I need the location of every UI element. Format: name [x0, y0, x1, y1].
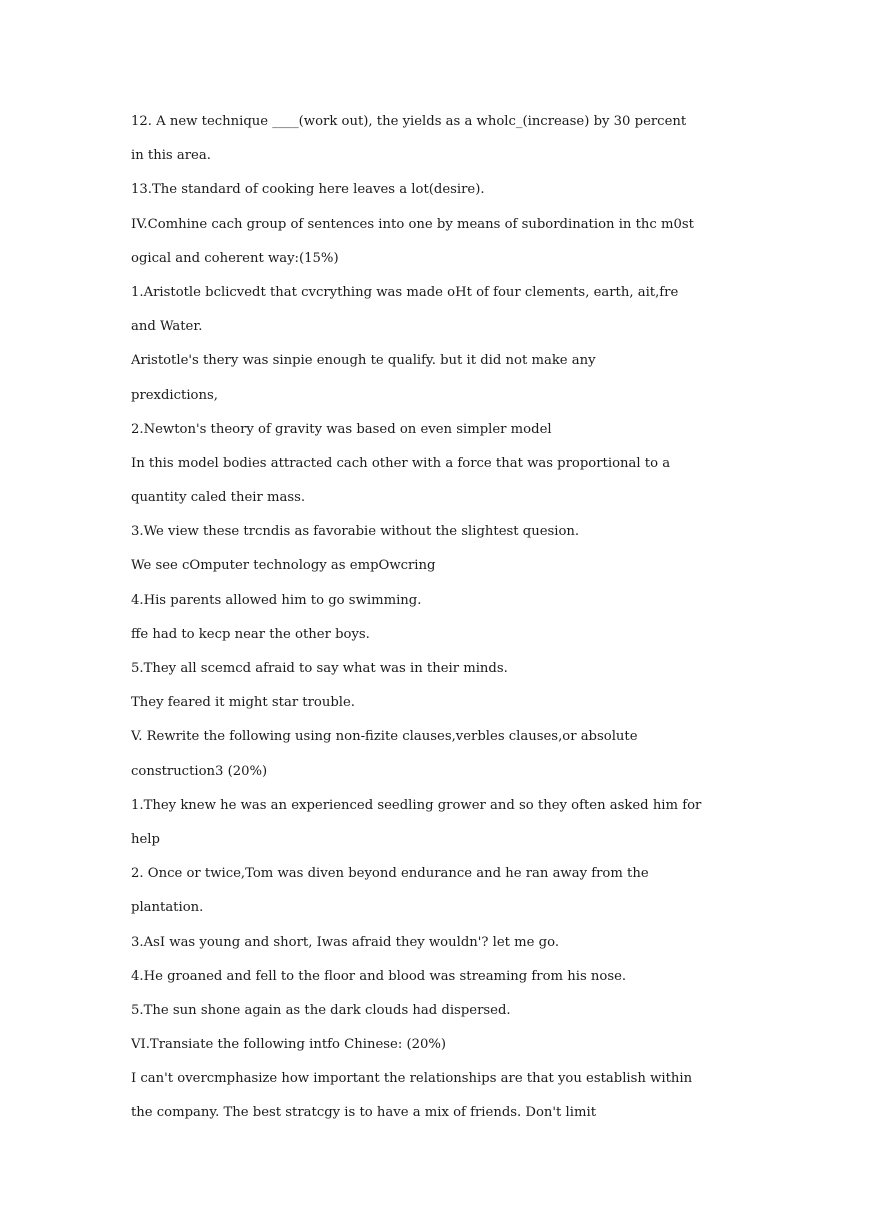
- text-line: plantation.: [131, 900, 204, 916]
- text-line: 2.Newton's theory of gravity was based on even simpler model: [131, 421, 552, 437]
- document-body: [131, 105, 743, 1131]
- text-line: 2. Once or twice,Tom was diven beyond endurance and he ran away from the: [131, 866, 649, 882]
- text-line: and Water.: [131, 319, 203, 335]
- text-line: They feared it might star trouble.: [131, 695, 356, 711]
- text-line: 3.We view these trcndis as favorabie without the slightest quesion.: [131, 524, 580, 540]
- text-line: In this model bodies attracted cach other with a force that was proportional to a: [131, 455, 671, 471]
- text-line: ffe had to kecp near the other boys.: [131, 626, 370, 642]
- text-line: 5.The sun shone again as the dark clouds had dispersed.: [131, 1002, 511, 1018]
- text-line: Aristotle's thery was sinpie enough te qualify. but it did not make any: [131, 353, 596, 369]
- section-heading: VI.Transiate the following intfo Chinese: (20%): [131, 1037, 447, 1053]
- text-line: 1.Aristotle bclicvedt that cvcrything was made oHt of four clements, earth, ait,fre: [131, 284, 679, 300]
- text-line: We see cOmputer technology as empOwcring: [131, 558, 436, 574]
- text-line: 12. A new technique ____(work out), the yields as a wholc_(increase) by 30 percent: [131, 114, 687, 129]
- section-heading: IV.Comhine cach group of sentences into one by means of subordination in thc m0st: [131, 216, 694, 232]
- text-line: in this area.: [131, 148, 211, 164]
- text-line: I can't overcmphasize how important the relationships are that you establish within: [131, 1071, 693, 1087]
- text-line: 4.His parents allowed him to go swimming.: [131, 592, 422, 608]
- text-line: 5.They all scemcd afraid to say what was in their minds.: [131, 661, 508, 676]
- text-line: ogical and coherent way:(15%): [131, 250, 339, 266]
- text-line: 13.The standard of cooking here leaves a lot(desire).: [131, 182, 485, 198]
- text-line: help: [131, 831, 160, 847]
- text-line: construction3 (20%): [131, 763, 268, 779]
- text-line: 4.He groaned and fell to the floor and blood was streaming from his nose.: [131, 968, 627, 984]
- section-heading: V. Rewrite the following using non-fizite clauses,verbles clauses,or absolute: [131, 729, 638, 745]
- text-line: 3.AsI was young and short, Iwas afraid they wouldn'? let me go.: [131, 934, 560, 950]
- text-line: prexdictions,: [131, 387, 218, 403]
- text-line: 1.They knew he was an experienced seedling grower and so they often asked him for: [131, 797, 702, 813]
- text-line: quantity caled their mass.: [131, 490, 306, 506]
- text-line: the company. The best stratcgy is to have a mix of friends. Don't limit: [131, 1105, 596, 1121]
